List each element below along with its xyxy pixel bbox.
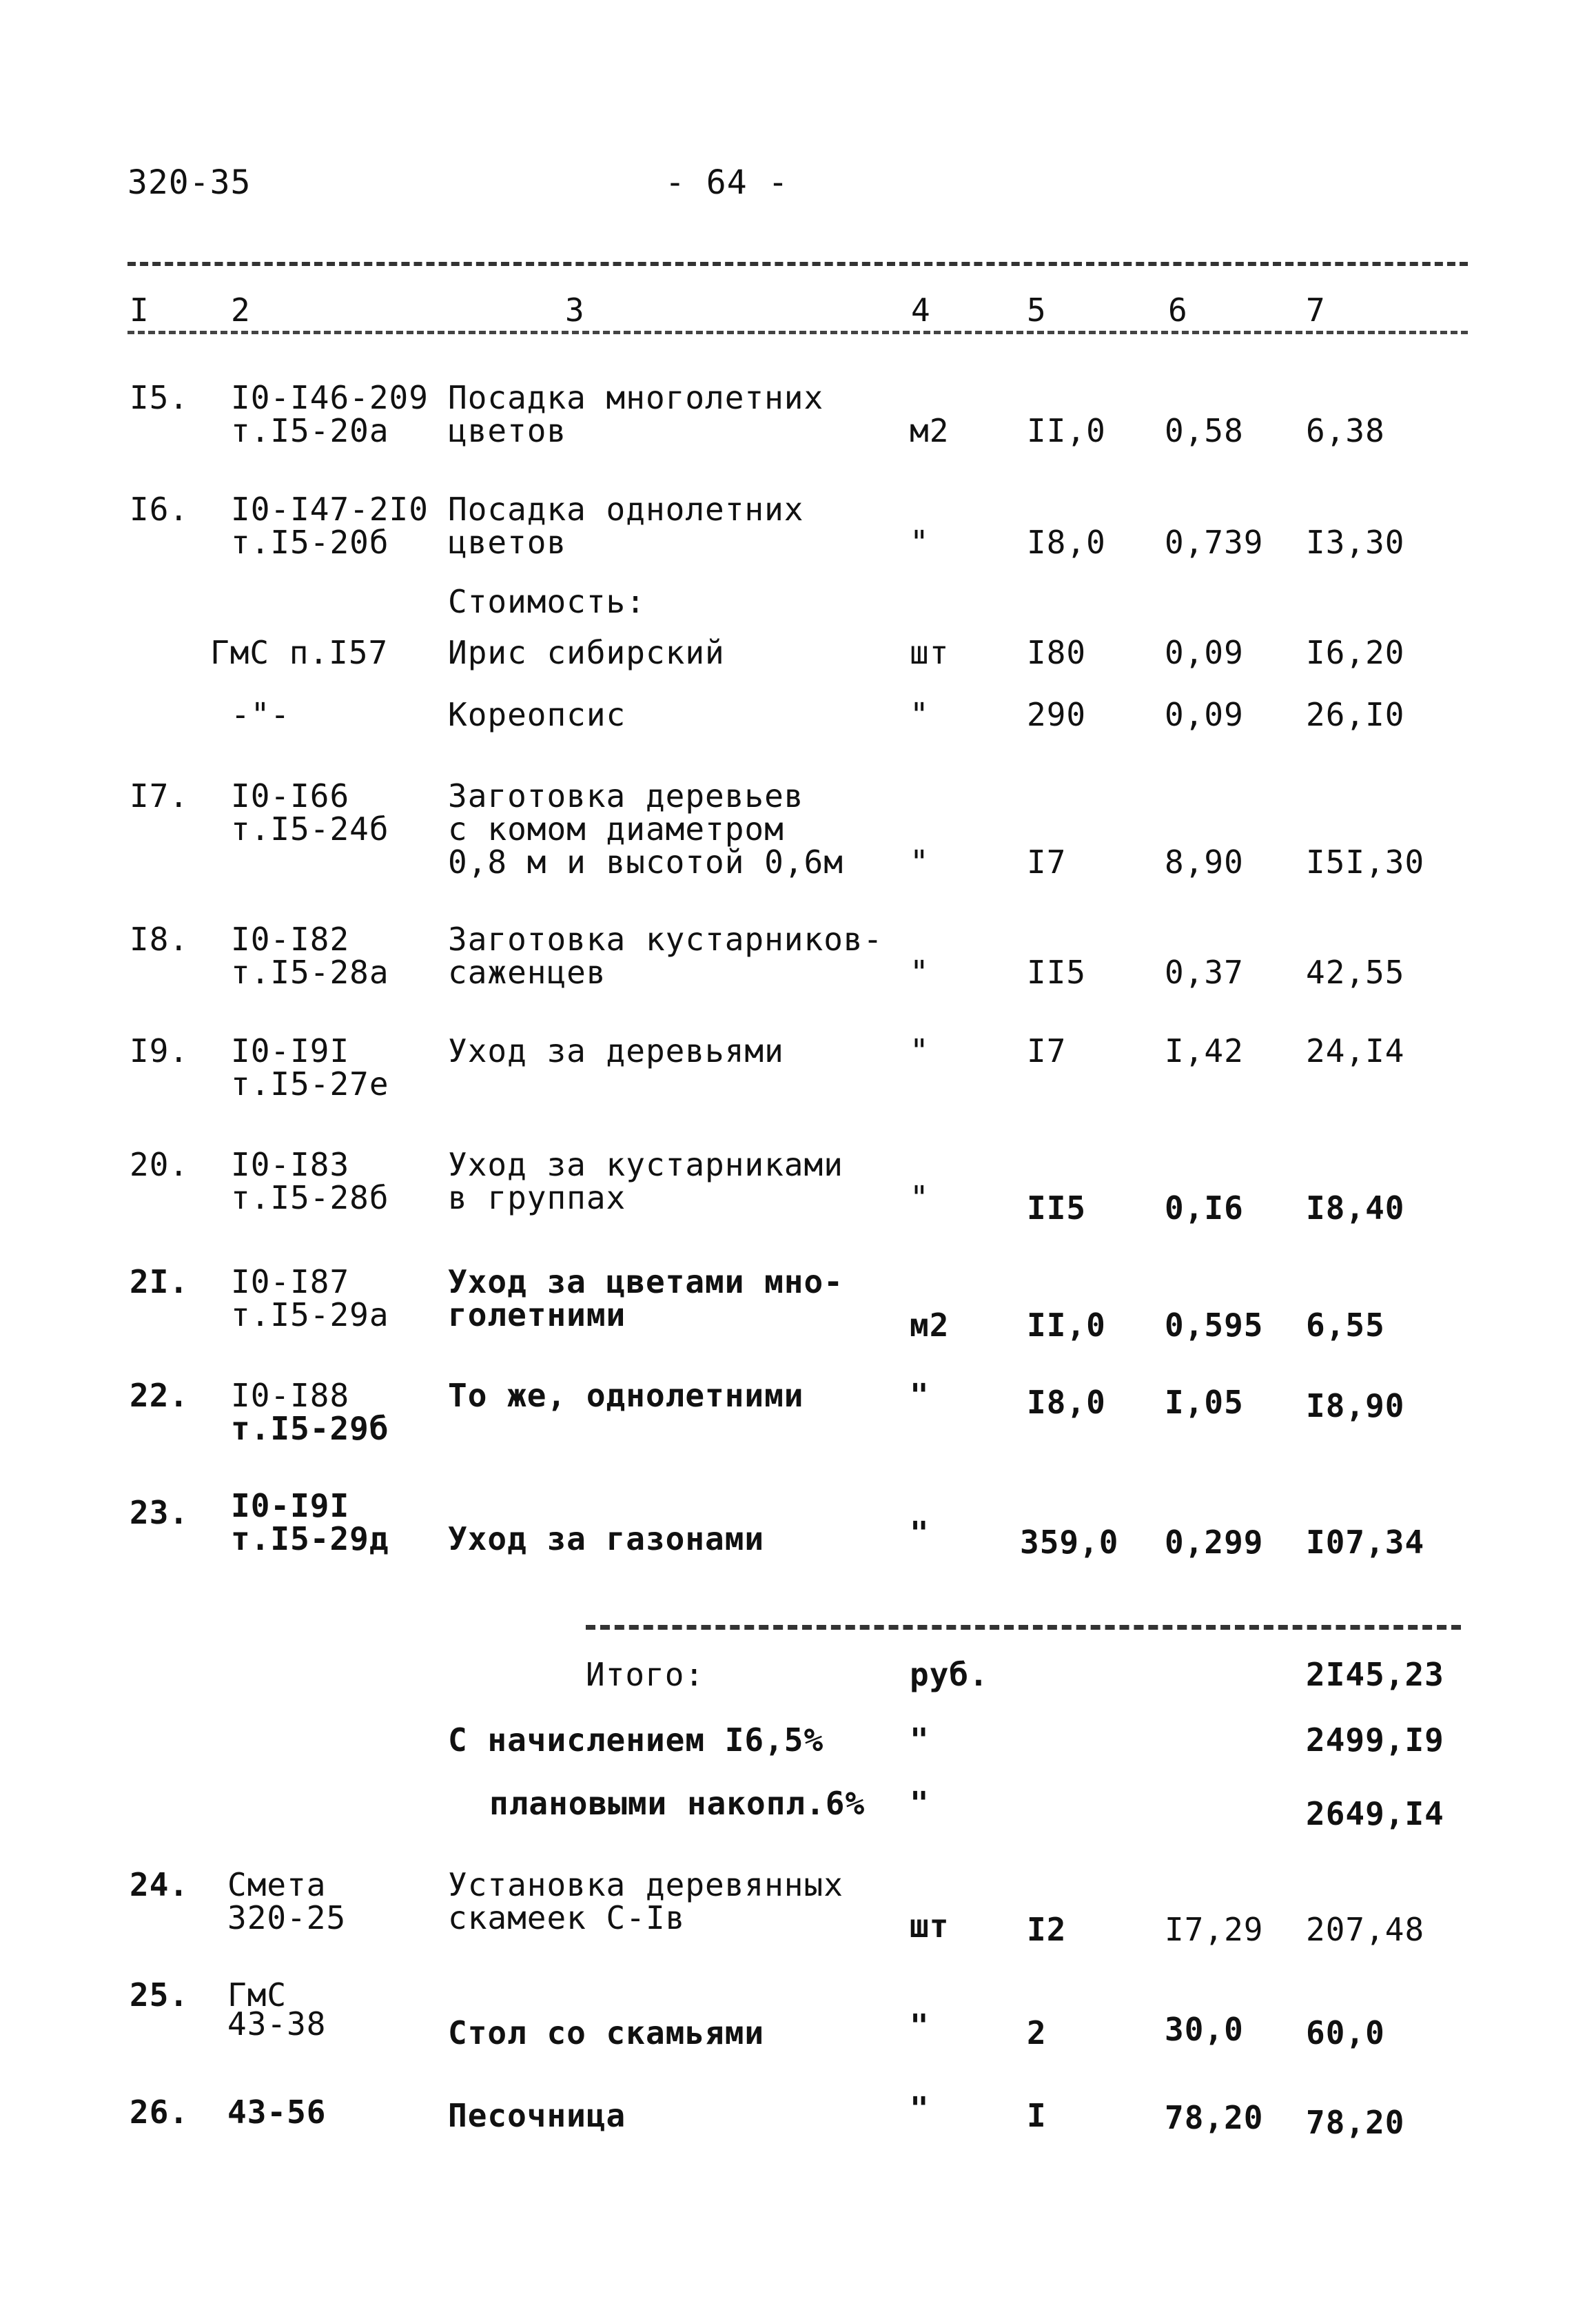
unit: " xyxy=(910,2007,930,2045)
itogo-value: 2I45,23 xyxy=(1306,1656,1444,1693)
rate-code: т.I5-29б xyxy=(231,1410,389,1447)
row-number: 24. xyxy=(130,1866,190,1903)
row-number: I9. xyxy=(130,1032,190,1069)
planned-savings-value: 2649,I4 xyxy=(1306,1795,1444,1832)
unit: " xyxy=(910,524,930,561)
column-header: 5 xyxy=(1027,291,1047,329)
unit: " xyxy=(910,843,930,881)
quantity: I xyxy=(1027,2097,1047,2134)
column-header-underline xyxy=(127,331,1468,334)
unit-price: 78,20 xyxy=(1165,2099,1264,2136)
rate-code: I0-I87 xyxy=(231,1263,350,1300)
row-number: 26. xyxy=(130,2094,190,2131)
column-header: 4 xyxy=(911,291,931,329)
total-cost: I8,40 xyxy=(1306,1189,1405,1227)
unit-price: 0,299 xyxy=(1165,1524,1264,1561)
rate-code: 43-56 xyxy=(227,2094,327,2131)
unit: " xyxy=(910,696,930,733)
unit: шт xyxy=(910,1907,950,1945)
unit: шт xyxy=(910,634,950,671)
work-name: Посадка многолетних xyxy=(448,379,824,416)
quantity: I8,0 xyxy=(1027,524,1106,561)
rate-code: т.I5-28б xyxy=(231,1179,389,1216)
unit-price: 0,09 xyxy=(1165,696,1244,733)
rate-code: I0-I9I xyxy=(231,1487,350,1524)
doc-number: 320-35 xyxy=(127,163,252,202)
work-name: Заготовка кустарников- xyxy=(448,921,883,958)
column-header: I xyxy=(130,291,150,329)
quantity: I7 xyxy=(1027,843,1067,881)
row-number: 22. xyxy=(130,1377,190,1414)
row-number: I5. xyxy=(130,379,190,416)
unit-price: 0,739 xyxy=(1165,524,1264,561)
work-name: Стол со скамьями xyxy=(448,2014,765,2051)
quantity: 290 xyxy=(1027,696,1087,733)
rate-code: т.I5-28а xyxy=(231,954,389,991)
rate-code: ГмС п.I57 xyxy=(210,634,389,671)
work-name: голетними xyxy=(448,1296,626,1333)
work-name: Уход за кустарниками xyxy=(448,1146,843,1183)
column-header: 7 xyxy=(1306,291,1326,329)
rate-code: I0-I83 xyxy=(231,1146,350,1183)
total-cost: 6,38 xyxy=(1306,412,1385,449)
work-name: в группах xyxy=(448,1179,626,1216)
total-cost: 207,48 xyxy=(1306,1911,1425,1948)
rate-code: т.I5-20а xyxy=(231,412,389,449)
row-number: 23. xyxy=(130,1494,190,1531)
total-cost: I07,34 xyxy=(1306,1524,1425,1561)
quantity: II5 xyxy=(1027,1189,1087,1227)
quantity: I2 xyxy=(1027,1911,1067,1948)
column-header: 6 xyxy=(1168,291,1188,329)
unit: м2 xyxy=(910,412,950,449)
unit-price: 0,58 xyxy=(1165,412,1244,449)
rate-code: I0-I47-2I0 xyxy=(231,491,429,528)
rate-code: 320-25 xyxy=(227,1899,347,1936)
quantity: II,0 xyxy=(1027,1307,1106,1344)
rate-code: т.I5-20б xyxy=(231,524,389,561)
rate-code: т.I5-29д xyxy=(231,1520,389,1557)
row-number: 25. xyxy=(130,1976,190,2014)
unit: " xyxy=(910,1377,930,1414)
unit-price: 0,I6 xyxy=(1165,1189,1244,1227)
work-name: То же, однолетними xyxy=(448,1377,804,1414)
total-cost: 60,0 xyxy=(1306,2014,1385,2051)
unit-price: I,05 xyxy=(1165,1384,1244,1421)
rate-code: т.I5-29а xyxy=(231,1296,389,1333)
markup-label: С начислением I6,5% xyxy=(448,1721,824,1759)
planned-savings-label: плановыми накопл.6% xyxy=(489,1785,866,1822)
column-header: 2 xyxy=(231,291,251,329)
quantity: II5 xyxy=(1027,954,1087,991)
column-header: 3 xyxy=(565,291,585,329)
quantity: I80 xyxy=(1027,634,1087,671)
top-dashed-rule xyxy=(127,262,1468,266)
rate-code: I0-I46-209 xyxy=(231,379,429,416)
work-name: цветов xyxy=(448,524,567,561)
rate-code: I0-I82 xyxy=(231,921,350,958)
unit: " xyxy=(910,1179,930,1216)
work-name: Уход за цветами мно- xyxy=(448,1263,843,1300)
work-name: Заготовка деревьев xyxy=(448,777,804,815)
unit: " xyxy=(910,2090,930,2127)
markup-value: 2499,I9 xyxy=(1306,1721,1444,1759)
page-number: - 64 - xyxy=(665,163,789,202)
quantity: 359,0 xyxy=(1020,1524,1119,1561)
unit: м2 xyxy=(910,1307,950,1344)
total-cost: 42,55 xyxy=(1306,954,1405,991)
rate-code: I0-I9I xyxy=(231,1032,350,1069)
quantity: 2 xyxy=(1027,2014,1047,2051)
rate-code: ГмС xyxy=(227,1976,287,2014)
work-name: Посадка однолетних xyxy=(448,491,804,528)
unit-price: 0,37 xyxy=(1165,954,1244,991)
planned-savings-unit: " xyxy=(910,1785,930,1822)
work-name: Песочница xyxy=(448,2097,626,2134)
rate-code: Смета xyxy=(227,1866,327,1903)
work-name: Установка деревянных xyxy=(448,1866,843,1903)
total-cost: 6,55 xyxy=(1306,1307,1385,1344)
unit-price: I,42 xyxy=(1165,1032,1244,1069)
markup-unit: " xyxy=(910,1721,930,1759)
rate-code: т.I5-27е xyxy=(231,1065,389,1103)
unit: " xyxy=(910,1032,930,1069)
unit-price: 0,09 xyxy=(1165,634,1244,671)
work-name: с комом диаметром xyxy=(448,810,784,848)
work-name: 0,8 м и высотой 0,6м xyxy=(448,843,843,881)
section-label: Стоимость: xyxy=(448,583,646,620)
work-name: Кореопсис xyxy=(448,696,626,733)
row-number: 2I. xyxy=(130,1263,190,1300)
total-cost: 78,20 xyxy=(1306,2104,1405,2141)
work-name: Ирис сибирский xyxy=(448,634,725,671)
total-cost: I8,90 xyxy=(1306,1387,1405,1424)
work-name: скамеек С-Iв xyxy=(448,1899,686,1936)
quantity: II,0 xyxy=(1027,412,1106,449)
total-cost: I6,20 xyxy=(1306,634,1405,671)
rate-code: т.I5-24б xyxy=(231,810,389,848)
unit-price: 0,595 xyxy=(1165,1307,1264,1344)
unit: " xyxy=(910,1515,930,1552)
total-cost: I5I,30 xyxy=(1306,843,1425,881)
work-name: Уход за газонами xyxy=(448,1520,765,1557)
rate-code: I0-I66 xyxy=(231,777,350,815)
row-number: I8. xyxy=(130,921,190,958)
rate-code: 43-38 xyxy=(227,2005,327,2043)
rate-code: -"- xyxy=(231,696,291,733)
unit-price: 8,90 xyxy=(1165,843,1244,881)
unit-price: I7,29 xyxy=(1165,1911,1264,1948)
row-number: 20. xyxy=(130,1146,190,1183)
work-name: саженцев xyxy=(448,954,606,991)
unit-price: 30,0 xyxy=(1165,2011,1244,2048)
itogo-unit: руб. xyxy=(910,1656,989,1693)
total-cost: 26,I0 xyxy=(1306,696,1405,733)
total-cost: 24,I4 xyxy=(1306,1032,1405,1069)
itogo-label: Итого: xyxy=(586,1656,705,1693)
work-name: цветов xyxy=(448,412,567,449)
unit: " xyxy=(910,954,930,991)
work-name: Уход за деревьями xyxy=(448,1032,784,1069)
row-number: I6. xyxy=(130,491,190,528)
rate-code: I0-I88 xyxy=(231,1377,350,1414)
row-number: I7. xyxy=(130,777,190,815)
quantity: I8,0 xyxy=(1027,1384,1106,1421)
quantity: I7 xyxy=(1027,1032,1067,1069)
totals-dashed-rule xyxy=(586,1625,1461,1630)
total-cost: I3,30 xyxy=(1306,524,1405,561)
